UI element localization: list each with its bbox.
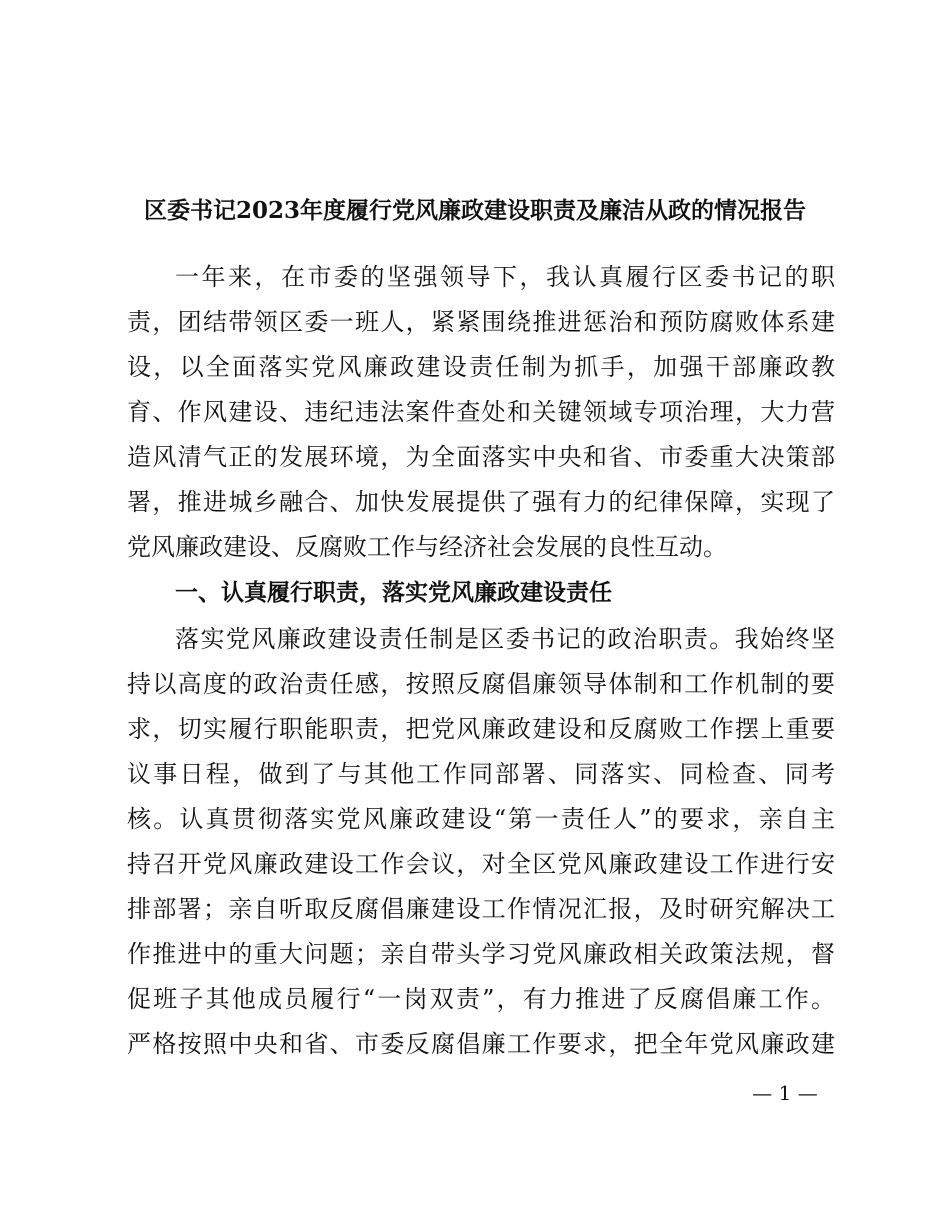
paragraph-line: 排部署；亲自听取反腐倡廉建设工作情况汇报，及时研究解决工 xyxy=(127,895,835,923)
paragraph-line: 设，以全面落实党风廉政建设责任制为抓手，加强干部廉政教 xyxy=(127,353,835,381)
paragraph-line: 造风清气正的发展环境，为全面落实中央和省、市委重大决策部 xyxy=(127,443,835,471)
paragraph-line: 核。认真贯彻落实党风廉政建设“第一责任人”的要求，亲自主 xyxy=(127,805,835,833)
page-number: — 1 — xyxy=(752,1081,818,1105)
paragraph-line: 育、作风建设、违纪违法案件查处和关键领域专项治理，大力营 xyxy=(127,398,835,426)
section-heading: 一、认真履行职责，落实党风廉政建设责任 xyxy=(175,580,612,606)
paragraph-line: 落实党风廉政建设责任制是区委书记的政治职责。我始终坚 xyxy=(175,625,835,653)
paragraph-line: 作推进中的重大问题；亲自带头学习党风廉政相关政策法规，督 xyxy=(127,940,835,968)
paragraph-line: 持以高度的政治责任感，按照反腐倡廉领导体制和工作机制的要 xyxy=(127,670,835,698)
paragraph-line: 议事日程，做到了与其他工作同部署、同落实、同检查、同考 xyxy=(127,760,835,788)
paragraph-line: 一年来，在市委的坚强领导下，我认真履行区委书记的职 xyxy=(175,263,835,291)
document-title: 区委书记2023年度履行党风廉政建设职责及廉洁从政的情况报告 xyxy=(143,197,806,224)
paragraph-line: 求，切实履行职能职责，把党风廉政建设和反腐败工作摆上重要 xyxy=(127,715,835,743)
paragraph-line: 促班子其他成员履行“一岗双责”，有力推进了反腐倡廉工作。 xyxy=(127,985,835,1013)
paragraph-line: 持召开党风廉政建设工作会议，对全区党风廉政建设工作进行安 xyxy=(127,850,835,878)
paragraph-line: 严格按照中央和省、市委反腐倡廉工作要求，把全年党风廉政建 xyxy=(127,1030,835,1058)
paragraph-line: 责，团结带领区委一班人，紧紧围绕推进惩治和预防腐败体系建 xyxy=(127,308,835,336)
paragraph-line: 党风廉政建设、反腐败工作与经济社会发展的良性互动。 xyxy=(127,533,727,561)
paragraph-line: 署，推进城乡融合、加快发展提供了强有力的纪律保障，实现了 xyxy=(127,488,835,516)
